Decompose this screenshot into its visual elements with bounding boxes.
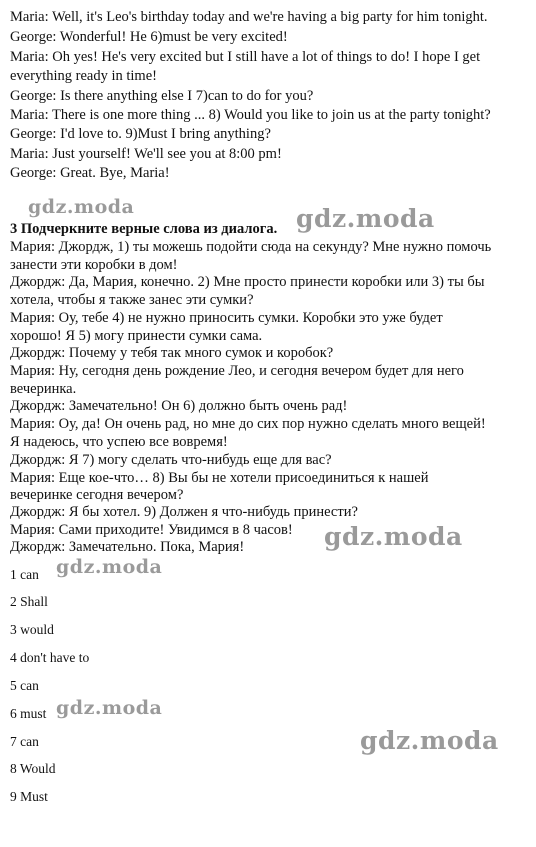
task-heading: 3 Подчеркните верные слова из диалога.: [10, 221, 278, 237]
watermark: gdz.moda: [56, 556, 163, 578]
dialogue-line: Мария: Оу, да! Он очень рад, но мне до сих пор нужно сделать много вещей!: [10, 416, 486, 432]
answer-item: 6 must: [10, 706, 47, 721]
dialogue-line: Мария: Ну, сегодня день рождение Лео, и сегодня вечером будет для него: [10, 363, 464, 379]
answer-item: 2 Shall: [10, 594, 48, 609]
dialogue-line: George: Great. Bye, Maria!: [10, 165, 170, 181]
dialogue-line: Maria: Just yourself! We'll see you at 8:00 pm!: [10, 146, 282, 162]
dialogue-line: Джордж: Замечательно. Пока, Мария!: [10, 539, 245, 555]
dialogue-line: хотела, чтобы я также занес эти сумки?: [10, 292, 254, 308]
answer-item: 1 can: [10, 567, 39, 582]
dialogue-line: Мария: Еще кое-что… 8) Вы бы не хотели присоединиться к нашей: [10, 470, 429, 486]
watermark: gdz.moda: [324, 522, 463, 551]
answer-item: 3 would: [10, 622, 54, 637]
dialogue-line: George: I'd love to. 9)Must I bring anything?: [10, 126, 271, 142]
answer-item: 4 don't have to: [10, 650, 90, 665]
dialogue-line: everything ready in time!: [10, 68, 157, 84]
dialogue-line: Джордж: Да, Мария, конечно. 2) Мне просто принести коробки или 3) ты бы: [10, 274, 485, 290]
answer-item: 9 Must: [10, 789, 48, 804]
dialogue-line: Я надеюсь, что успею все вовремя!: [10, 434, 228, 450]
dialogue-line: хорошо! Я 5) могу принести сумки сама.: [10, 328, 263, 344]
answer-item: 7 can: [10, 734, 39, 749]
dialogue-line: George: Is there anything else I 7)can to do for you?: [10, 88, 314, 104]
dialogue-line: вечеринке сегодня вечером?: [10, 487, 184, 503]
dialogue-line: Джордж: Я 7) могу сделать что-нибудь еще для вас?: [10, 452, 332, 468]
answer-item: 5 can: [10, 678, 39, 693]
dialogue-line: Maria: There is one more thing ... 8) Would you like to join us at the party tonight?: [10, 107, 491, 123]
dialogue-line: Мария: Джордж, 1) ты можешь подойти сюда на секунду? Мне нужно помочь: [10, 239, 492, 255]
dialogue-line: George: Wonderful! He 6)must be very excited!: [10, 29, 288, 45]
dialogue-line: Maria: Well, it's Leo's birthday today and we're having a big party for him tonight.: [10, 9, 488, 25]
dialogue-line: Мария: Сами приходите! Увидимся в 8 часов!: [10, 522, 293, 538]
dialogue-line: Maria: Oh yes! He's very excited but I still have a lot of things to do! I hope I get: [10, 49, 481, 65]
dialogue-line: Мария: Оу, тебе 4) не нужно приносить сумки. Коробки это уже будет: [10, 310, 443, 326]
watermark: gdz.moda: [296, 204, 435, 233]
dialogue-line: Джордж: Замечательно! Он 6) должно быть очень рад!: [10, 398, 348, 414]
dialogue-line: Джордж: Почему у тебя так много сумок и коробок?: [10, 345, 334, 361]
dialogue-line: вечеринка.: [10, 381, 77, 397]
watermark: gdz.moda: [28, 196, 135, 218]
watermark: gdz.moda: [360, 726, 499, 755]
dialogue-line: занести эти коробки в дом!: [10, 257, 178, 273]
dialogue-line: Джордж: Я бы хотел. 9) Должен я что-нибудь принести?: [10, 504, 358, 520]
answer-item: 8 Would: [10, 761, 56, 776]
watermark: gdz.moda: [56, 697, 163, 719]
